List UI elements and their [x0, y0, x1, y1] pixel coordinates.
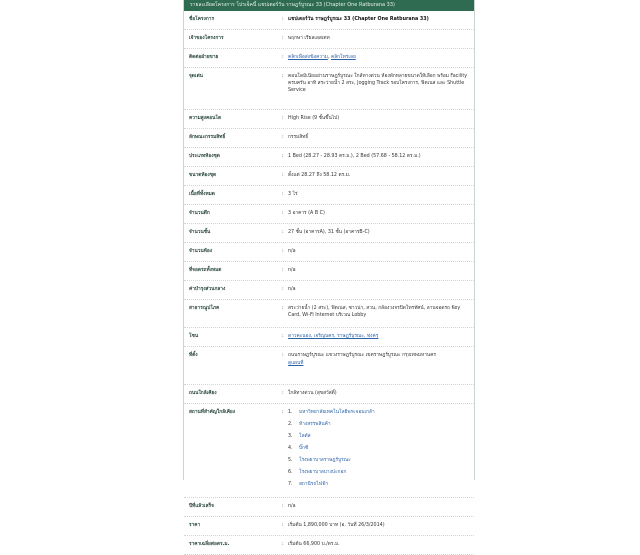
project-name-value: แชปเตอร์วัน ราษฎร์บูรณะ 33 (Chapter One Ratburana 33) [288, 17, 429, 22]
row-nearby-road [184, 385, 474, 404]
colon: : [282, 268, 284, 273]
nearby-road-label: ถนนใกล้เคียง [189, 391, 217, 396]
call-now-link[interactable]: คลิกโทรเลย [331, 55, 356, 60]
row-parking [184, 262, 474, 281]
row-zone [184, 328, 474, 347]
price-per-sqm-value: เริ่มต้น 66,900 บ./ตร.ม. [288, 542, 340, 547]
colon: : [282, 192, 284, 197]
price-label: ราคา [189, 523, 201, 528]
list-item: 2. ห้างสรรพสินค้า [288, 422, 331, 427]
row-buildings [184, 205, 474, 224]
address-value: ถนนราษฎร์บูรณะ แขวงราษฎร์บูรณะ เขตราษฎร์บูรณะ กรุงเทพมหานคร [288, 353, 436, 358]
height-label: ความสูงคอนโด [189, 116, 222, 121]
parking-label: ที่จอดรถทั้งหมด [189, 268, 222, 273]
panel-header [184, 0, 474, 11]
colon: : [282, 173, 284, 178]
panel-title: รายละเอียดโครงการ โปรเจ็คนี้ แชปเตอร์วัน ราษฎร์บูรณะ 33 (Chapter One Ratburana 33) [190, 2, 395, 8]
land-area-value: 3 ไร่ [288, 192, 298, 197]
owner-value: พฤกษา เรียลเอสเตท [288, 36, 330, 41]
sales-office-label: ติดต่อฝ่ายขาย [189, 55, 219, 60]
row-floors [184, 224, 474, 243]
colon: : [282, 154, 284, 159]
zone-link[interactable]: ดาวคะนอง, เจริญนคร, ราษฎร์บูรณะ, ทุ่งครุ [288, 334, 379, 339]
completion-label: ปีที่แล้วเสร็จ [189, 504, 214, 509]
colon: : [282, 55, 284, 60]
buildings-value: 3 อาคาร (A B C) [288, 211, 325, 216]
colon: : [282, 410, 284, 415]
colon: : [282, 306, 284, 311]
row-price [184, 517, 474, 536]
colon: : [282, 287, 284, 292]
unit-size-value: ตั้งแต่ 28.27 ถึง 58.12 ตร.ม. [288, 173, 351, 178]
colon: : [282, 116, 284, 121]
units-value: n/a [288, 249, 296, 254]
units-label: จำนวนห้อง [189, 249, 213, 254]
unit-size-label: ขนาดห้องชุด [189, 173, 217, 178]
colon: : [282, 211, 284, 216]
completion-value: n/a [288, 504, 296, 509]
row-owner [184, 30, 474, 49]
row-nearby-places [184, 404, 474, 498]
row-unit-types [184, 148, 474, 167]
list-item: 1. มหาวิทยาลัยเทคโนโลยีพระจอมเกล้า [288, 410, 375, 415]
row-ownership [184, 129, 474, 148]
height-value: High Rise (9 ชั้นขึ้นไป) [288, 116, 340, 121]
project-name-label: ชื่อโครงการ [189, 17, 215, 22]
buildings-label: จำนวนตึก [189, 211, 210, 216]
row-common-fee [184, 281, 474, 300]
row-unit-size [184, 167, 474, 186]
row-facilities [184, 300, 474, 328]
row-units [184, 243, 474, 262]
view-map-link[interactable]: ดูแผนที่ [288, 361, 304, 366]
price-value: เริ่มต้น 1,890,000 บาท (อ. วันที่ 26/3/2014) [288, 523, 385, 528]
land-area-label: เนื้อที่ทั้งหมด [189, 192, 215, 197]
colon: : [282, 17, 284, 22]
floors-value: 27 ชั้น (อาคารA), 31 ชั้น (อาคารB-C) [288, 230, 370, 235]
colon: : [282, 353, 284, 358]
facilities-label: สาธารณูปโภค [189, 306, 220, 311]
row-completion [184, 498, 474, 517]
facilities-value: สระว่ายน้ำ (2 สระ), ฟิตเนส, ซาวน่า, สวน, กล้องวงจรปิดโทรทัศน์, ลานจอดรถ Key Card, Wi-Fi Internet บริเวณ Lobby [288, 306, 461, 318]
address-label: ที่ตั้ง [189, 353, 198, 358]
nearby-places-label: สถานที่สำคัญใกล้เคียง [189, 410, 236, 415]
unit-types-value: 1 Bed (28.27 - 28.93 ตร.ม.), 2 Bed (57.68 - 58.12 ตร.ม.) [288, 154, 421, 159]
colon: : [282, 249, 284, 254]
nearby-places-list [288, 409, 468, 493]
row-address [184, 347, 474, 385]
common-fee-label: ค่าบำรุงส่วนกลาง [189, 287, 226, 292]
parking-value: n/a [288, 268, 296, 273]
colon: : [282, 391, 284, 396]
colon: : [282, 230, 284, 235]
colon: : [282, 504, 284, 509]
colon: : [282, 36, 284, 41]
send-message-link[interactable]: คลิกเพื่อส่งข้อความ [288, 55, 328, 60]
row-height [184, 110, 474, 129]
colon: : [282, 523, 284, 528]
list-item: 3. โลตัส [288, 434, 311, 439]
colon: : [282, 135, 284, 140]
list-item: 4. บิ๊กซี [288, 446, 309, 451]
list-item: 7. สถานีรถไฟฟ้า [288, 482, 329, 487]
list-item: 6. โรงพยาบาลบางปะกอก [288, 470, 347, 475]
row-price-per-sqm [184, 536, 474, 555]
ownership-value: กรรมสิทธิ์ [288, 135, 309, 140]
floors-label: จำนวนชั้น [189, 230, 211, 235]
project-detail-panel [183, 0, 475, 547]
colon: : [282, 74, 284, 79]
common-fee-value: n/a [288, 287, 296, 292]
ownership-label: ลักษณะกรรมสิทธิ์ [189, 135, 226, 140]
row-sales-office: ติดต่อฝ่ายขาย : คลิกเพื่อส่งข้อความ, คลิกโทรเลย [184, 49, 474, 68]
highlights-value: คอนโดมิเนียมย่านราษฎร์บูรณะ ใกล้ทางด่วน ห้องพักหลายขนาดให้เลือก พร้อม Facility ครบครัน อาทิ สระว่ายน้ำ 2 สระ, Jogging Track รอบโครงการ, ฟิตเนส และ Shuttle Service [288, 74, 468, 93]
colon: : [282, 334, 284, 339]
nearby-road-value: ใกล้ทางด่วน (สุขสวัสดิ์) [288, 391, 337, 396]
colon: : [282, 542, 284, 547]
unit-types-label: ประเภทห้องชุด [189, 154, 220, 159]
owner-label: เจ้าของโครงการ [189, 36, 224, 41]
zone-label: โซน [189, 334, 199, 339]
highlights-label: จุดเด่น [189, 74, 203, 79]
row-highlights [184, 68, 474, 110]
price-per-sqm-label: ราคาเฉลี่ยต่อตร.ม. [189, 542, 230, 547]
list-item: 5. โรงพยาบาลราษฎร์บูรณะ [288, 458, 351, 463]
row-land-area [184, 186, 474, 205]
detail-table [184, 11, 474, 555]
row-project-name [184, 11, 474, 30]
